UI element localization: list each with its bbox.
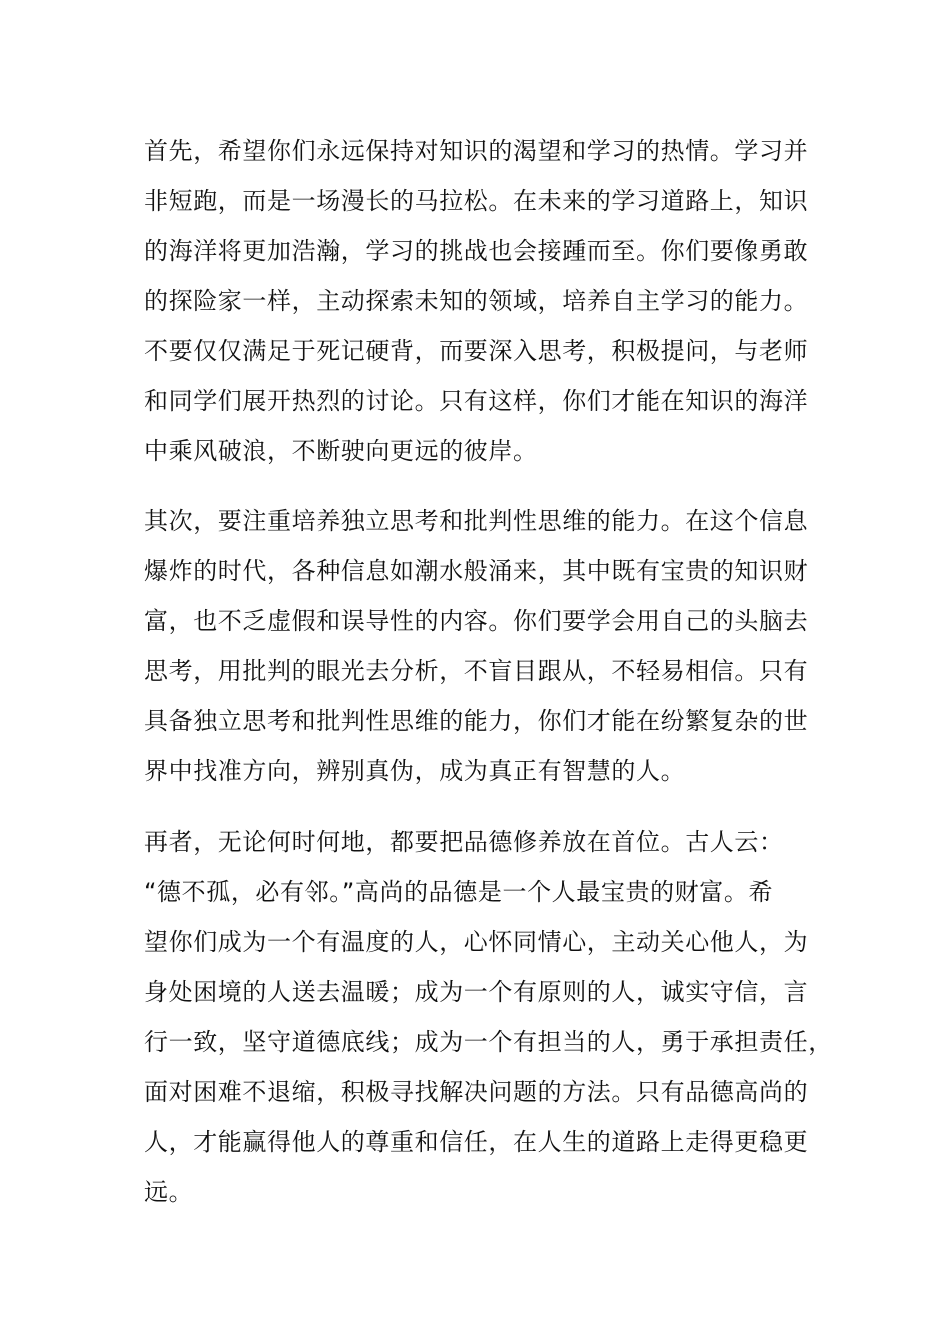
paragraph-line: 远。 bbox=[144, 1178, 194, 1206]
paragraph-line: 望你们成为一个有温度的人，心怀同情心，主动关心他人，为 bbox=[144, 928, 809, 956]
paragraph-line: 的探险家一样，主动探索未知的领域，培养自主学习的能力。 bbox=[144, 287, 809, 315]
paragraph-line: 其次，要注重培养独立思考和批判性思维的能力。在这个信息 bbox=[144, 507, 809, 535]
paragraph-line: 界中找准方向，辨别真伪，成为真正有智慧的人。 bbox=[144, 757, 686, 785]
paragraph-line: “德不孤，必有邻。”高尚的品德是一个人最宝贵的财富。希 bbox=[144, 878, 774, 906]
paragraph-line: 首先，希望你们永远保持对知识的渴望和学习的热情。学习并 bbox=[144, 137, 809, 165]
paragraph-line: 中乘风破浪，不断驶向更远的彼岸。 bbox=[144, 437, 538, 465]
paragraph-2 bbox=[144, 496, 814, 796]
paragraph-line: 人，才能赢得他人的尊重和信任，在人生的道路上走得更稳更 bbox=[144, 1128, 809, 1156]
paragraph-line: 再者，无论何时何地，都要把品德修养放在首位。古人云： bbox=[144, 828, 784, 856]
paragraph-1 bbox=[144, 126, 814, 476]
paragraph-line: 爆炸的时代，各种信息如潮水般涌来，其中既有宝贵的知识财 bbox=[144, 557, 809, 585]
paragraph-line: 身处困境的人送去温暖；成为一个有原则的人，诚实守信，言 bbox=[144, 978, 809, 1006]
paragraph-line: 非短跑，而是一场漫长的马拉松。在未来的学习道路上，知识 bbox=[144, 187, 809, 215]
paragraph-line: 面对困难不退缩，积极寻找解决问题的方法。只有品德高尚的 bbox=[144, 1078, 809, 1106]
paragraph-line: 思考，用批判的眼光去分析，不盲目跟从，不轻易相信。只有 bbox=[144, 657, 809, 685]
paragraph-line: 不要仅仅满足于死记硬背，而要深入思考，积极提问，与老师 bbox=[144, 337, 809, 365]
paragraph-line: 行一致，坚守道德底线；成为一个有担当的人，勇于承担责任， bbox=[144, 1028, 833, 1056]
paragraph-line: 富，也不乏虚假和误导性的内容。你们要学会用自己的头脑去 bbox=[144, 607, 809, 635]
paragraph-3 bbox=[144, 817, 833, 1217]
paragraph-line: 的海洋将更加浩瀚，学习的挑战也会接踵而至。你们要像勇敢 bbox=[144, 237, 809, 265]
paragraph-line: 和同学们展开热烈的讨论。只有这样，你们才能在知识的海洋 bbox=[144, 387, 809, 415]
paragraph-line: 具备独立思考和批判性思维的能力，你们才能在纷繁复杂的世 bbox=[144, 707, 809, 735]
